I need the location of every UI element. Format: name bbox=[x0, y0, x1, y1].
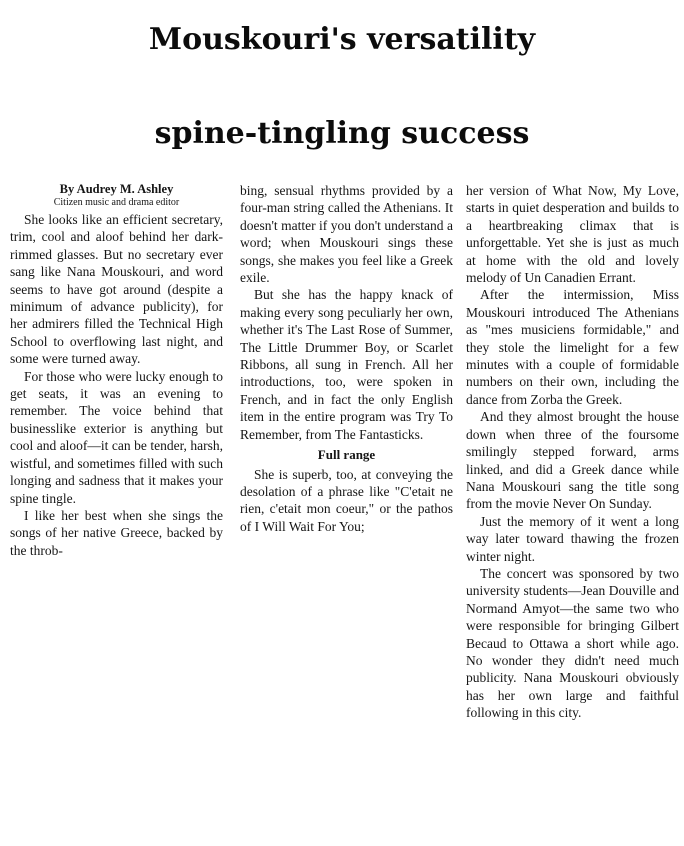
article-column-1 bbox=[10, 182, 223, 559]
author-credit: Citizen music and drama editor bbox=[53, 197, 180, 208]
paragraph: her version of What Now, My Love, starts in quiet desperation and builds to a heartbreaking climax that is unforgettable. Yet she is just as much at home with the old and lovely melody of Un Canadien Errant. bbox=[466, 183, 679, 286]
paragraph: But she has the happy knack of making every song peculiarly her own, whether it's The Last Rose of Summer, The Little Drummer Boy, or Scarlet Ribbons, all sung in French. All her introductions, too, were spoken in French, and in fact the only English item in the entire program was Try To Remember, from The Fantasticks. bbox=[240, 287, 453, 442]
paragraph: She looks like an efficient secretary, trim, cool and aloof behind her dark-rimmed glasses. But no secretary ever sang like Nana Mouskouri, and word seems to have got around (despite a minimum of advance publicity), for her admirers filled the Technical High School to overflowing last night, and some were turned away. bbox=[10, 212, 223, 367]
paragraph: Just the memory of it went a long way later toward thawing the frozen winter night. bbox=[466, 513, 679, 564]
paragraph: And they almost brought the house down when three of the foursome smilingly stepped forward, arms linked, and did a Greek dance while Nana Mouskouri sang the title song from the movie Never On Sunday. bbox=[466, 409, 679, 512]
byline: By Audrey M. Ashley bbox=[59, 182, 174, 196]
article-column-3 bbox=[466, 182, 679, 722]
paragraph: bing, sensual rhythms provided by a four-man string called the Athenians. It doesn't matter if you don't understand a word; when Mouskouri sings these songs, she makes you feel like a Greek exile. bbox=[240, 183, 453, 286]
paragraph: For those who were lucky enough to get seats, it was an evening to remember. The voice behind that businesslike exterior is anything but cool and aloof—it can be tender, harsh, wistful, and sometimes filled with such longing and sadness that it makes your spine tingle. bbox=[10, 368, 223, 506]
paragraph: I like her best when she sings the songs of her native Greece, backed by the throb- bbox=[10, 507, 223, 558]
headline-line-2: spine-tingling success bbox=[154, 116, 530, 151]
article-column-2 bbox=[240, 182, 453, 535]
paragraph: After the intermission, Miss Mouskouri introduced The Athenians as "mes musiciens formidable," and they stole the limelight for a few minutes with a couple of formidable numbers on their own, including the dance from Zorba the Greek. bbox=[466, 287, 679, 407]
headline-line-1: Mouskouri's versatility bbox=[148, 22, 536, 57]
subheading: Full range bbox=[317, 447, 376, 463]
paragraph: She is superb, too, at conveying the desolation of a phrase like "C'etait ne rien, c'etait mon coeur," or the pathos of I Will Wait For You; bbox=[240, 466, 453, 534]
paragraph: The concert was sponsored by two university students—Jean Douville and Normand Amyot—the same two who were responsible for bringing Gilbert Becaud to Ottawa a short while ago. No wonder they didn't need much publicity. Nana Mouskouri obviously has her own large and faithful following in this city. bbox=[466, 565, 679, 721]
